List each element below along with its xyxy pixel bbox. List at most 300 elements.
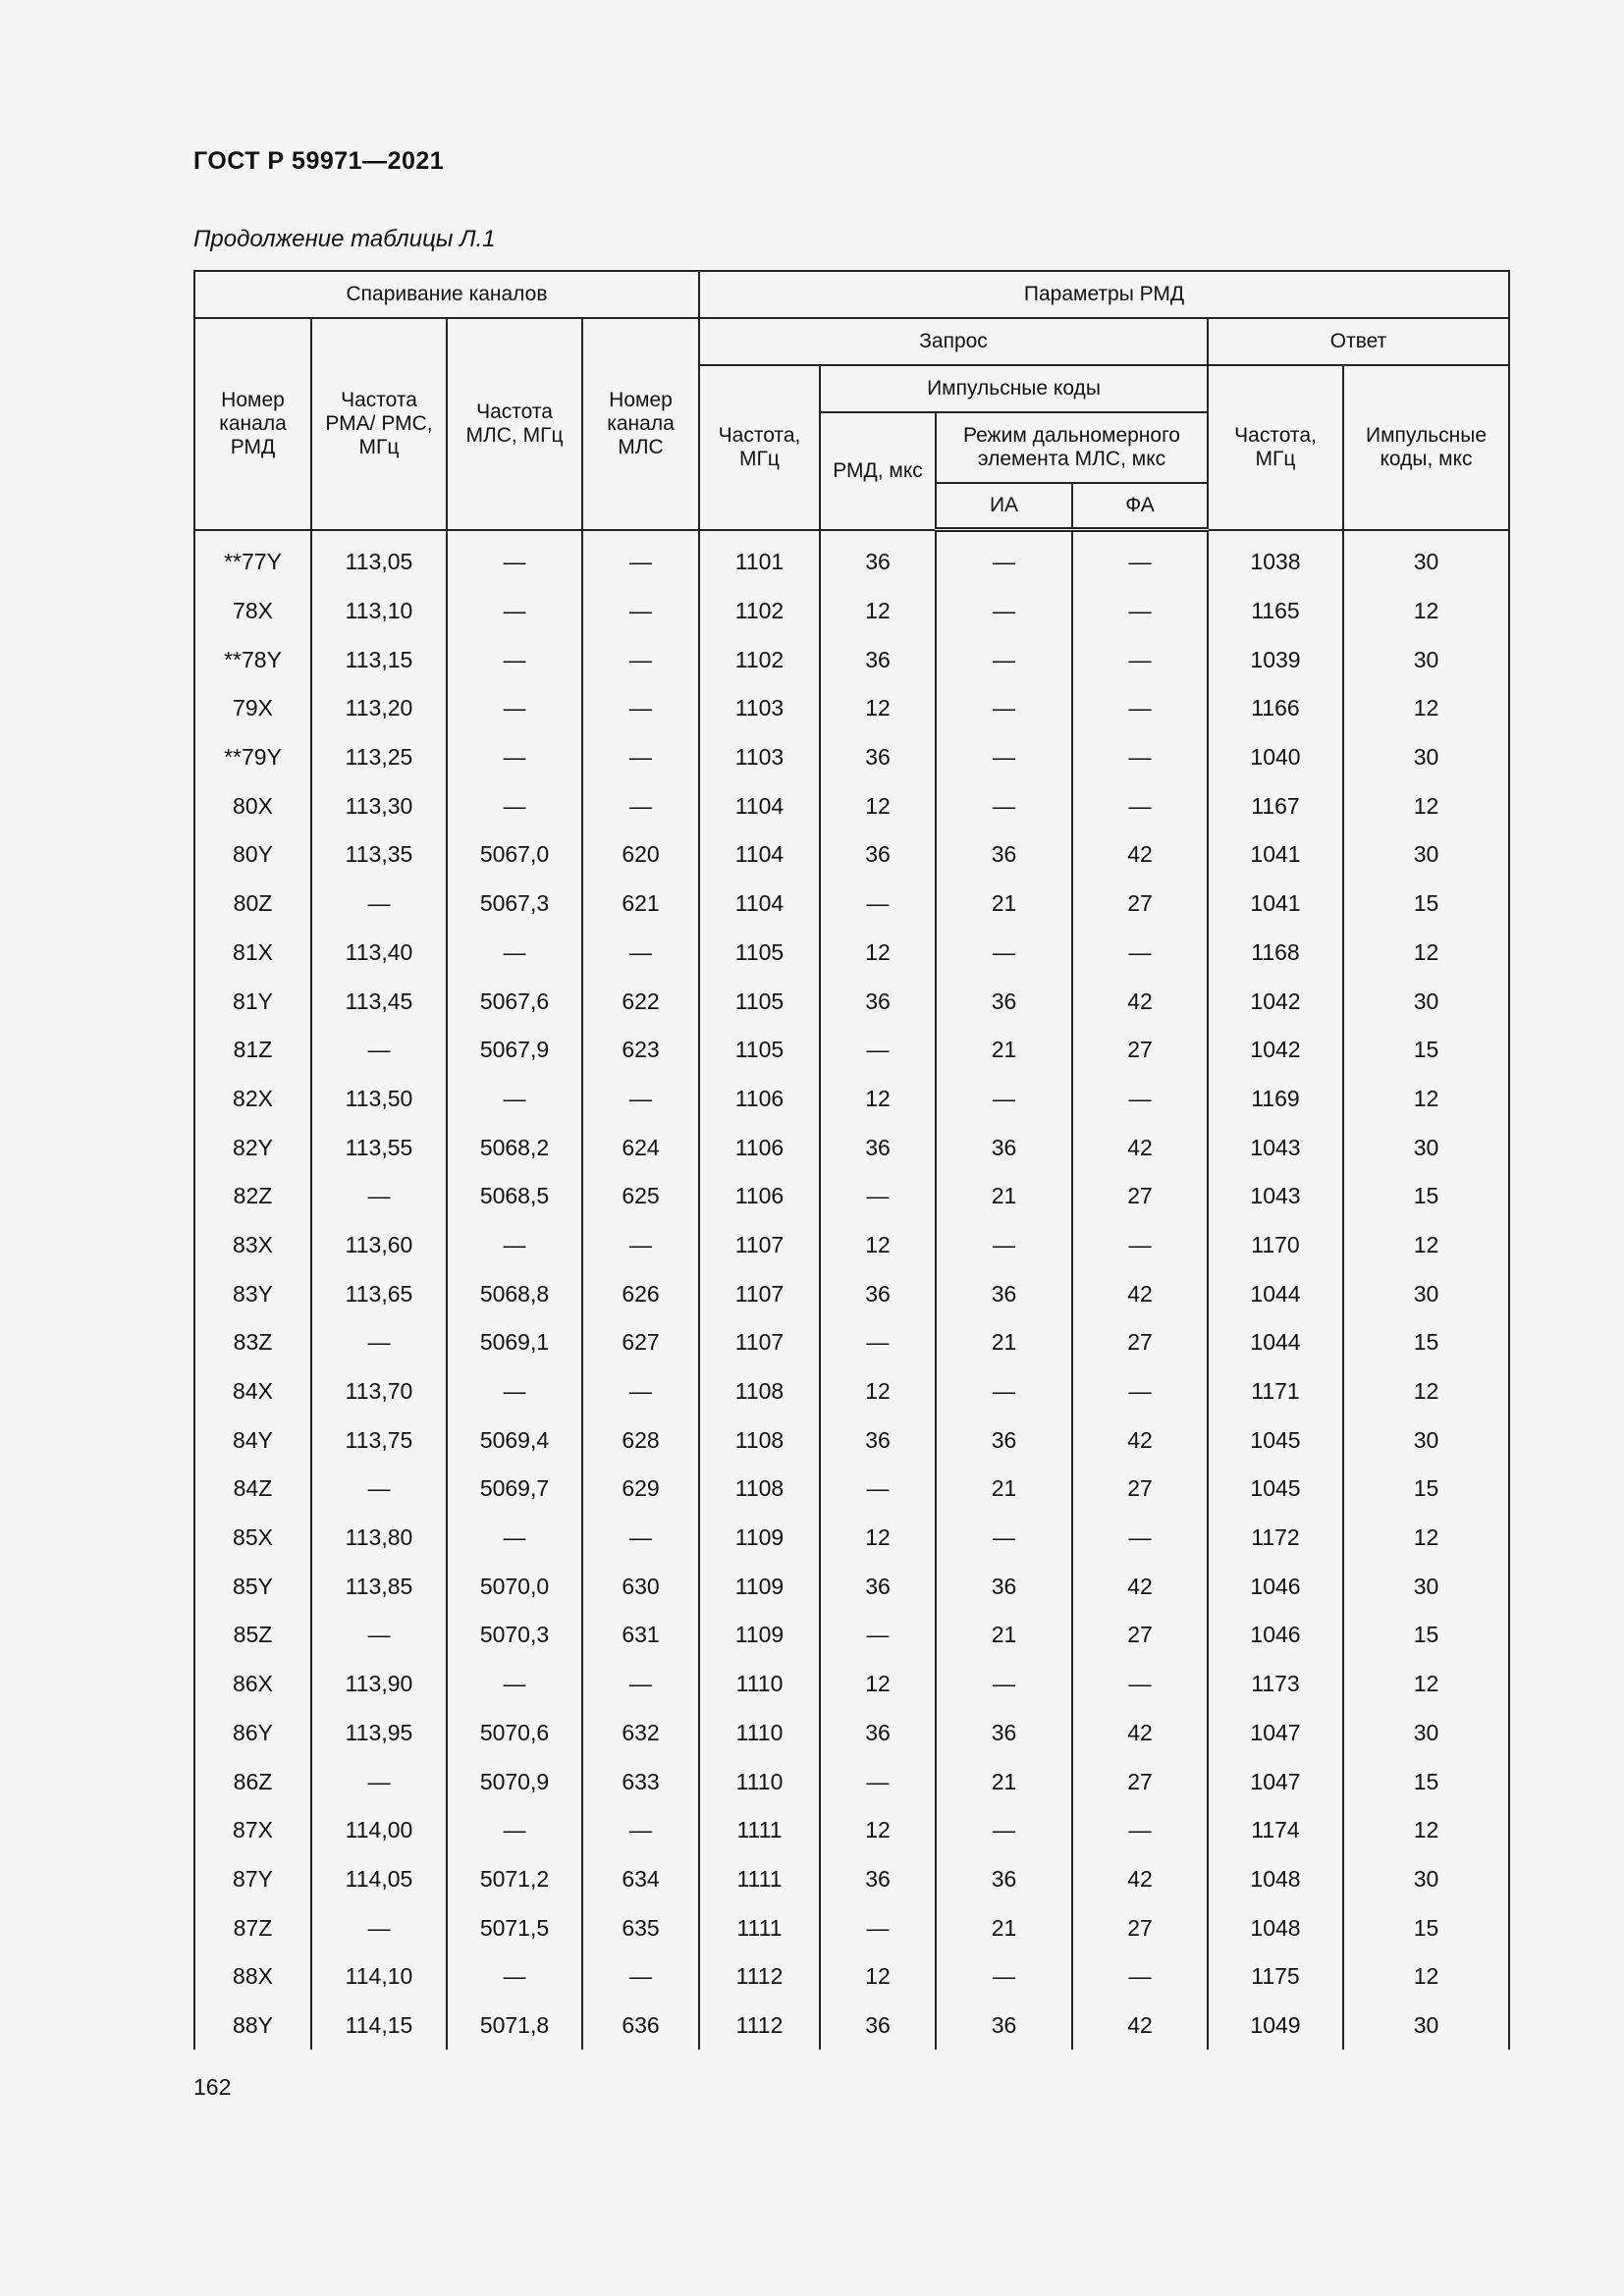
table-cell: 36 [820, 1562, 936, 1611]
table-cell: 1048 [1208, 1903, 1343, 1952]
table-cell: 30 [1343, 635, 1509, 684]
table-cell: — [936, 1221, 1072, 1270]
table-cell: 632 [582, 1709, 699, 1758]
table-cell: 1048 [1208, 1855, 1343, 1904]
table-cell: 113,15 [311, 635, 447, 684]
table-cell: 36 [936, 1123, 1072, 1172]
header-reply: Ответ [1208, 318, 1509, 365]
table-row [194, 733, 1509, 782]
table-cell: 113,90 [311, 1660, 447, 1709]
table-cell: — [1072, 1221, 1208, 1270]
table-cell: 1041 [1208, 830, 1343, 880]
table-cell: 114,05 [311, 1855, 447, 1904]
table-cell: 5067,3 [447, 880, 582, 929]
table-cell: 5070,9 [447, 1757, 582, 1806]
table-cell: 27 [1072, 1903, 1208, 1952]
table-cell: 1106 [699, 1172, 820, 1221]
table-cell: 1040 [1208, 733, 1343, 782]
table-cell: 30 [1343, 733, 1509, 782]
table-cell: — [936, 530, 1072, 587]
table-cell: — [1072, 1952, 1208, 2002]
table-cell: — [447, 733, 582, 782]
table-row [194, 530, 1509, 587]
table-cell: 85X [194, 1514, 311, 1563]
table-cell: 36 [820, 977, 936, 1026]
table-cell: 30 [1343, 530, 1509, 587]
table-cell: 27 [1072, 1465, 1208, 1514]
table-row [194, 1318, 1509, 1367]
table-cell: 81Y [194, 977, 311, 1026]
table-row [194, 1367, 1509, 1416]
table-cell: 36 [820, 830, 936, 880]
table-cell: 12 [1343, 587, 1509, 636]
table-cell: — [936, 1514, 1072, 1563]
table-row [194, 880, 1509, 929]
table-cell: 27 [1072, 1172, 1208, 1221]
table-cell: 1110 [699, 1757, 820, 1806]
table-cell: 1038 [1208, 530, 1343, 587]
table-cell: — [447, 587, 582, 636]
table-cell: 1045 [1208, 1465, 1343, 1514]
table-cell: — [936, 929, 1072, 978]
table-cell: — [447, 1514, 582, 1563]
table-cell: 1104 [699, 830, 820, 880]
table-cell: 1104 [699, 781, 820, 830]
table-cell: 1104 [699, 880, 820, 929]
table-cell: 12 [820, 781, 936, 830]
table-cell: 1109 [699, 1514, 820, 1563]
header-mls-mode: Режим дальномерного элемента МЛС, мкс [936, 412, 1208, 483]
table-cell: — [820, 1611, 936, 1660]
table-cell: 1108 [699, 1367, 820, 1416]
table-cell: 21 [936, 1172, 1072, 1221]
table-row [194, 635, 1509, 684]
table-cell: 86Z [194, 1757, 311, 1806]
table-cell: 633 [582, 1757, 699, 1806]
table-cell: — [447, 1221, 582, 1270]
table-cell: — [936, 781, 1072, 830]
table-cell: 1047 [1208, 1757, 1343, 1806]
table-cell: — [582, 1514, 699, 1563]
table-cell: — [582, 1952, 699, 2002]
table-cell: 113,20 [311, 684, 447, 733]
table-cell: 27 [1072, 1757, 1208, 1806]
table-cell: 80X [194, 781, 311, 830]
table-cell: 1106 [699, 1123, 820, 1172]
table-cell: 1111 [699, 1806, 820, 1855]
header-freq-mls: Частота МЛС, МГц [447, 318, 582, 530]
table-cell: 12 [820, 587, 936, 636]
table-cell: 1171 [1208, 1367, 1343, 1416]
table-cell: 1112 [699, 2002, 820, 2051]
table-cell: — [582, 1660, 699, 1709]
table-cell: 88Y [194, 2002, 311, 2051]
table-cell: — [311, 1172, 447, 1221]
table-cell: 36 [936, 977, 1072, 1026]
table-cell: 42 [1072, 1709, 1208, 1758]
table-cell: 83Z [194, 1318, 311, 1367]
table-cell: 30 [1343, 1415, 1509, 1465]
table-cell: — [582, 635, 699, 684]
table-cell: 1109 [699, 1562, 820, 1611]
table-cell: 36 [936, 1562, 1072, 1611]
table-cell: 21 [936, 1903, 1072, 1952]
table-cell: 636 [582, 2002, 699, 2051]
table-cell: — [820, 1318, 936, 1367]
table-cell: 79X [194, 684, 311, 733]
table-cell: 36 [820, 2002, 936, 2051]
header-rmd-params: Параметры РМД [699, 271, 1509, 318]
table-cell: 1111 [699, 1903, 820, 1952]
table-cell: 83Y [194, 1269, 311, 1318]
table-cell: 5067,6 [447, 977, 582, 1026]
table-row [194, 1611, 1509, 1660]
table-cell: 113,60 [311, 1221, 447, 1270]
table-row [194, 684, 1509, 733]
table-cell: — [582, 733, 699, 782]
header-ia: ИА [936, 483, 1072, 530]
table-cell: — [936, 1660, 1072, 1709]
table-cell: 1041 [1208, 880, 1343, 929]
header-reply-freq: Частота, МГц [1208, 365, 1343, 530]
table-cell: 82Z [194, 1172, 311, 1221]
table-cell: 36 [936, 1709, 1072, 1758]
table-cell: 5071,5 [447, 1903, 582, 1952]
table-cell: 628 [582, 1415, 699, 1465]
table-cell: 36 [820, 733, 936, 782]
table-row [194, 977, 1509, 1026]
table-cell: — [311, 1465, 447, 1514]
table-cell: — [447, 635, 582, 684]
table-cell: 625 [582, 1172, 699, 1221]
table-cell: 1166 [1208, 684, 1343, 733]
header-fa: ФА [1072, 483, 1208, 530]
table-cell: 12 [1343, 781, 1509, 830]
table-cell: 12 [820, 1660, 936, 1709]
table-cell: 5068,5 [447, 1172, 582, 1221]
table-cell: — [447, 1952, 582, 2002]
table-cell: — [447, 929, 582, 978]
table-cell: 1049 [1208, 2002, 1343, 2051]
table-cell: — [1072, 1806, 1208, 1855]
table-cell: 21 [936, 1026, 1072, 1075]
table-cell: 15 [1343, 1465, 1509, 1514]
table-cell: 1046 [1208, 1611, 1343, 1660]
table-cell: 36 [936, 1415, 1072, 1465]
table-cell: 83X [194, 1221, 311, 1270]
table-cell: 627 [582, 1318, 699, 1367]
table-cell: 5067,0 [447, 830, 582, 880]
table-cell: 1039 [1208, 635, 1343, 684]
table-cell: 1106 [699, 1075, 820, 1124]
table-row [194, 1415, 1509, 1465]
table-row [194, 1806, 1509, 1855]
table-cell: 85Z [194, 1611, 311, 1660]
table-row [194, 1855, 1509, 1904]
table-cell: 1108 [699, 1465, 820, 1514]
document-id: ГОСТ Р 59971—2021 [193, 147, 445, 175]
table-cell: — [582, 684, 699, 733]
table-cell: 113,10 [311, 587, 447, 636]
table-cell: 113,30 [311, 781, 447, 830]
table-cell: 12 [820, 684, 936, 733]
table-cell: 81X [194, 929, 311, 978]
table-cell: 1111 [699, 1855, 820, 1904]
table-cell: — [820, 1757, 936, 1806]
table-cell: 113,70 [311, 1367, 447, 1416]
table-cell: 30 [1343, 1709, 1509, 1758]
table-cell: 1107 [699, 1318, 820, 1367]
table-cell: 27 [1072, 1318, 1208, 1367]
table-row [194, 1026, 1509, 1075]
table-cell: 36 [820, 1123, 936, 1172]
table-cell: 12 [820, 1075, 936, 1124]
table-caption: Продолжение таблицы Л.1 [193, 226, 496, 252]
table-cell: 36 [820, 1709, 936, 1758]
table-cell: 87X [194, 1806, 311, 1855]
table-row [194, 1075, 1509, 1124]
table-cell: 5070,3 [447, 1611, 582, 1660]
table-cell: 634 [582, 1855, 699, 1904]
table-cell: 42 [1072, 1123, 1208, 1172]
table-cell: — [582, 1221, 699, 1270]
header-impulse-codes: Импульсные коды [820, 365, 1208, 412]
header-request-freq: Частота, МГц [699, 365, 820, 530]
table-cell: 1170 [1208, 1221, 1343, 1270]
table-row [194, 1172, 1509, 1221]
table-cell: — [936, 635, 1072, 684]
table-cell: 1165 [1208, 587, 1343, 636]
table-cell: 1110 [699, 1660, 820, 1709]
table-cell: 5068,2 [447, 1123, 582, 1172]
table-cell: 85Y [194, 1562, 311, 1611]
table-cell: 113,65 [311, 1269, 447, 1318]
table-cell: 12 [820, 929, 936, 978]
table-cell: 21 [936, 1611, 1072, 1660]
table-header [194, 271, 1509, 530]
table-cell: 78X [194, 587, 311, 636]
table-cell: — [820, 1465, 936, 1514]
table-cell: — [936, 587, 1072, 636]
table-cell: — [936, 1367, 1072, 1416]
table-cell: — [582, 1075, 699, 1124]
table-cell: 42 [1072, 2002, 1208, 2051]
header-request: Запрос [699, 318, 1208, 365]
table-cell: 1105 [699, 929, 820, 978]
table-row [194, 1221, 1509, 1270]
table-cell: 80Z [194, 880, 311, 929]
table-cell: 12 [820, 1367, 936, 1416]
table-cell: 1110 [699, 1709, 820, 1758]
table-row [194, 587, 1509, 636]
table-cell: — [936, 1952, 1072, 2002]
table-cell: 21 [936, 1318, 1072, 1367]
table-cell: 1174 [1208, 1806, 1343, 1855]
table-cell: 1103 [699, 684, 820, 733]
table-cell: 15 [1343, 1026, 1509, 1075]
table-cell: 1046 [1208, 1562, 1343, 1611]
header-freq-rma: Частота РМА/ РМС, МГц [311, 318, 447, 530]
table-cell: — [582, 929, 699, 978]
table-cell: 5069,1 [447, 1318, 582, 1367]
table-cell: — [1072, 1514, 1208, 1563]
table-cell: 624 [582, 1123, 699, 1172]
header-rmd-us: РМД, мкс [820, 412, 936, 530]
table-cell: 42 [1072, 1855, 1208, 1904]
table-cell: 631 [582, 1611, 699, 1660]
table-cell: 84X [194, 1367, 311, 1416]
table-cell: 36 [936, 1855, 1072, 1904]
table-cell: 622 [582, 977, 699, 1026]
table-cell: 36 [820, 1269, 936, 1318]
table-cell: — [311, 1611, 447, 1660]
table-cell: 113,80 [311, 1514, 447, 1563]
table-cell: — [1072, 587, 1208, 636]
table-cell: 113,95 [311, 1709, 447, 1758]
table-cell: 42 [1072, 1562, 1208, 1611]
header-rmd-channel: Номер канала РМД [194, 318, 311, 530]
table-cell: 1105 [699, 977, 820, 1026]
table-cell: — [447, 1075, 582, 1124]
table-cell: — [1072, 530, 1208, 587]
table-cell: 1109 [699, 1611, 820, 1660]
table-cell: 1167 [1208, 781, 1343, 830]
table-cell: — [936, 1806, 1072, 1855]
table-cell: 113,85 [311, 1562, 447, 1611]
table-cell: 1108 [699, 1415, 820, 1465]
table-cell: 21 [936, 880, 1072, 929]
table-cell: — [1072, 929, 1208, 978]
table-cell: 623 [582, 1026, 699, 1075]
table-cell: 80Y [194, 830, 311, 880]
table-cell: — [447, 1660, 582, 1709]
table-cell: 12 [1343, 684, 1509, 733]
table-cell: 30 [1343, 1123, 1509, 1172]
table-cell: 1112 [699, 1952, 820, 2002]
table-cell: 114,00 [311, 1806, 447, 1855]
table-cell: — [582, 587, 699, 636]
table-cell: 1042 [1208, 977, 1343, 1026]
table-cell: 42 [1072, 830, 1208, 880]
table-cell: 30 [1343, 977, 1509, 1026]
table-row [194, 1269, 1509, 1318]
table-cell: 12 [1343, 1075, 1509, 1124]
table-cell: — [936, 733, 1072, 782]
table-cell: — [311, 1903, 447, 1952]
table-row [194, 1903, 1509, 1952]
table-cell: — [1072, 684, 1208, 733]
table-cell: — [820, 1172, 936, 1221]
table-cell: 5067,9 [447, 1026, 582, 1075]
table-cell: 113,40 [311, 929, 447, 978]
table-cell: 12 [820, 1952, 936, 2002]
table-cell: 5071,8 [447, 2002, 582, 2051]
table-cell: 30 [1343, 2002, 1509, 2051]
table-cell: 620 [582, 830, 699, 880]
table-cell: — [1072, 733, 1208, 782]
table-cell: 87Y [194, 1855, 311, 1904]
table-cell: 30 [1343, 1562, 1509, 1611]
table-cell: 36 [936, 2002, 1072, 2051]
table-cell: 82Y [194, 1123, 311, 1172]
table-cell: 82X [194, 1075, 311, 1124]
table-cell: 12 [1343, 1952, 1509, 2002]
table-cell: 27 [1072, 1026, 1208, 1075]
channel-table [193, 270, 1510, 2050]
header-mls-channel: Номер канала МЛС [582, 318, 699, 530]
table-cell: 1047 [1208, 1709, 1343, 1758]
table-cell: — [582, 1806, 699, 1855]
table-cell: 36 [936, 830, 1072, 880]
table-cell: 27 [1072, 880, 1208, 929]
table-cell: — [820, 1026, 936, 1075]
table-cell: — [311, 1026, 447, 1075]
table-cell: 86Y [194, 1709, 311, 1758]
table-cell: — [936, 684, 1072, 733]
table-cell: **79Y [194, 733, 311, 782]
table-row [194, 1465, 1509, 1514]
table-cell: 1107 [699, 1221, 820, 1270]
table-cell: 12 [820, 1514, 936, 1563]
table-row [194, 929, 1509, 978]
table-cell: 1043 [1208, 1172, 1343, 1221]
table-cell: 113,50 [311, 1075, 447, 1124]
table-cell: 1173 [1208, 1660, 1343, 1709]
table-row [194, 1562, 1509, 1611]
table-cell: 36 [820, 1415, 936, 1465]
table-cell: — [1072, 1367, 1208, 1416]
table-cell: 1102 [699, 587, 820, 636]
table-cell: 30 [1343, 1269, 1509, 1318]
table-cell: — [1072, 1075, 1208, 1124]
table-cell: 12 [820, 1221, 936, 1270]
table-cell: 86X [194, 1660, 311, 1709]
table-cell: — [582, 1367, 699, 1416]
table-cell: **77Y [194, 530, 311, 587]
table-cell: 12 [1343, 1221, 1509, 1270]
table-cell: 1044 [1208, 1318, 1343, 1367]
table-cell: 113,25 [311, 733, 447, 782]
table-cell: **78Y [194, 635, 311, 684]
table-cell: — [447, 684, 582, 733]
table-cell: 21 [936, 1757, 1072, 1806]
table-cell: 30 [1343, 1855, 1509, 1904]
table-cell: — [820, 1903, 936, 1952]
table-cell: 27 [1072, 1611, 1208, 1660]
table-cell: 15 [1343, 1903, 1509, 1952]
table-row [194, 1514, 1509, 1563]
table-cell: 626 [582, 1269, 699, 1318]
table-cell: 15 [1343, 1318, 1509, 1367]
table-cell: — [820, 880, 936, 929]
table-cell: 114,10 [311, 1952, 447, 2002]
table-row [194, 1123, 1509, 1172]
table-cell: 635 [582, 1903, 699, 1952]
table-cell: 12 [1343, 1514, 1509, 1563]
table-cell: 88X [194, 1952, 311, 2002]
table-body [194, 530, 1509, 2051]
table-cell: 5068,8 [447, 1269, 582, 1318]
table-cell: 1107 [699, 1269, 820, 1318]
header-pairing: Спаривание каналов [194, 271, 699, 318]
table-cell: 5069,7 [447, 1465, 582, 1514]
table-cell: 36 [936, 1269, 1072, 1318]
table-cell: 5071,2 [447, 1855, 582, 1904]
table-cell: 12 [820, 1806, 936, 1855]
table-cell: 12 [1343, 1367, 1509, 1416]
table-cell: 1175 [1208, 1952, 1343, 2002]
table-row [194, 1660, 1509, 1709]
